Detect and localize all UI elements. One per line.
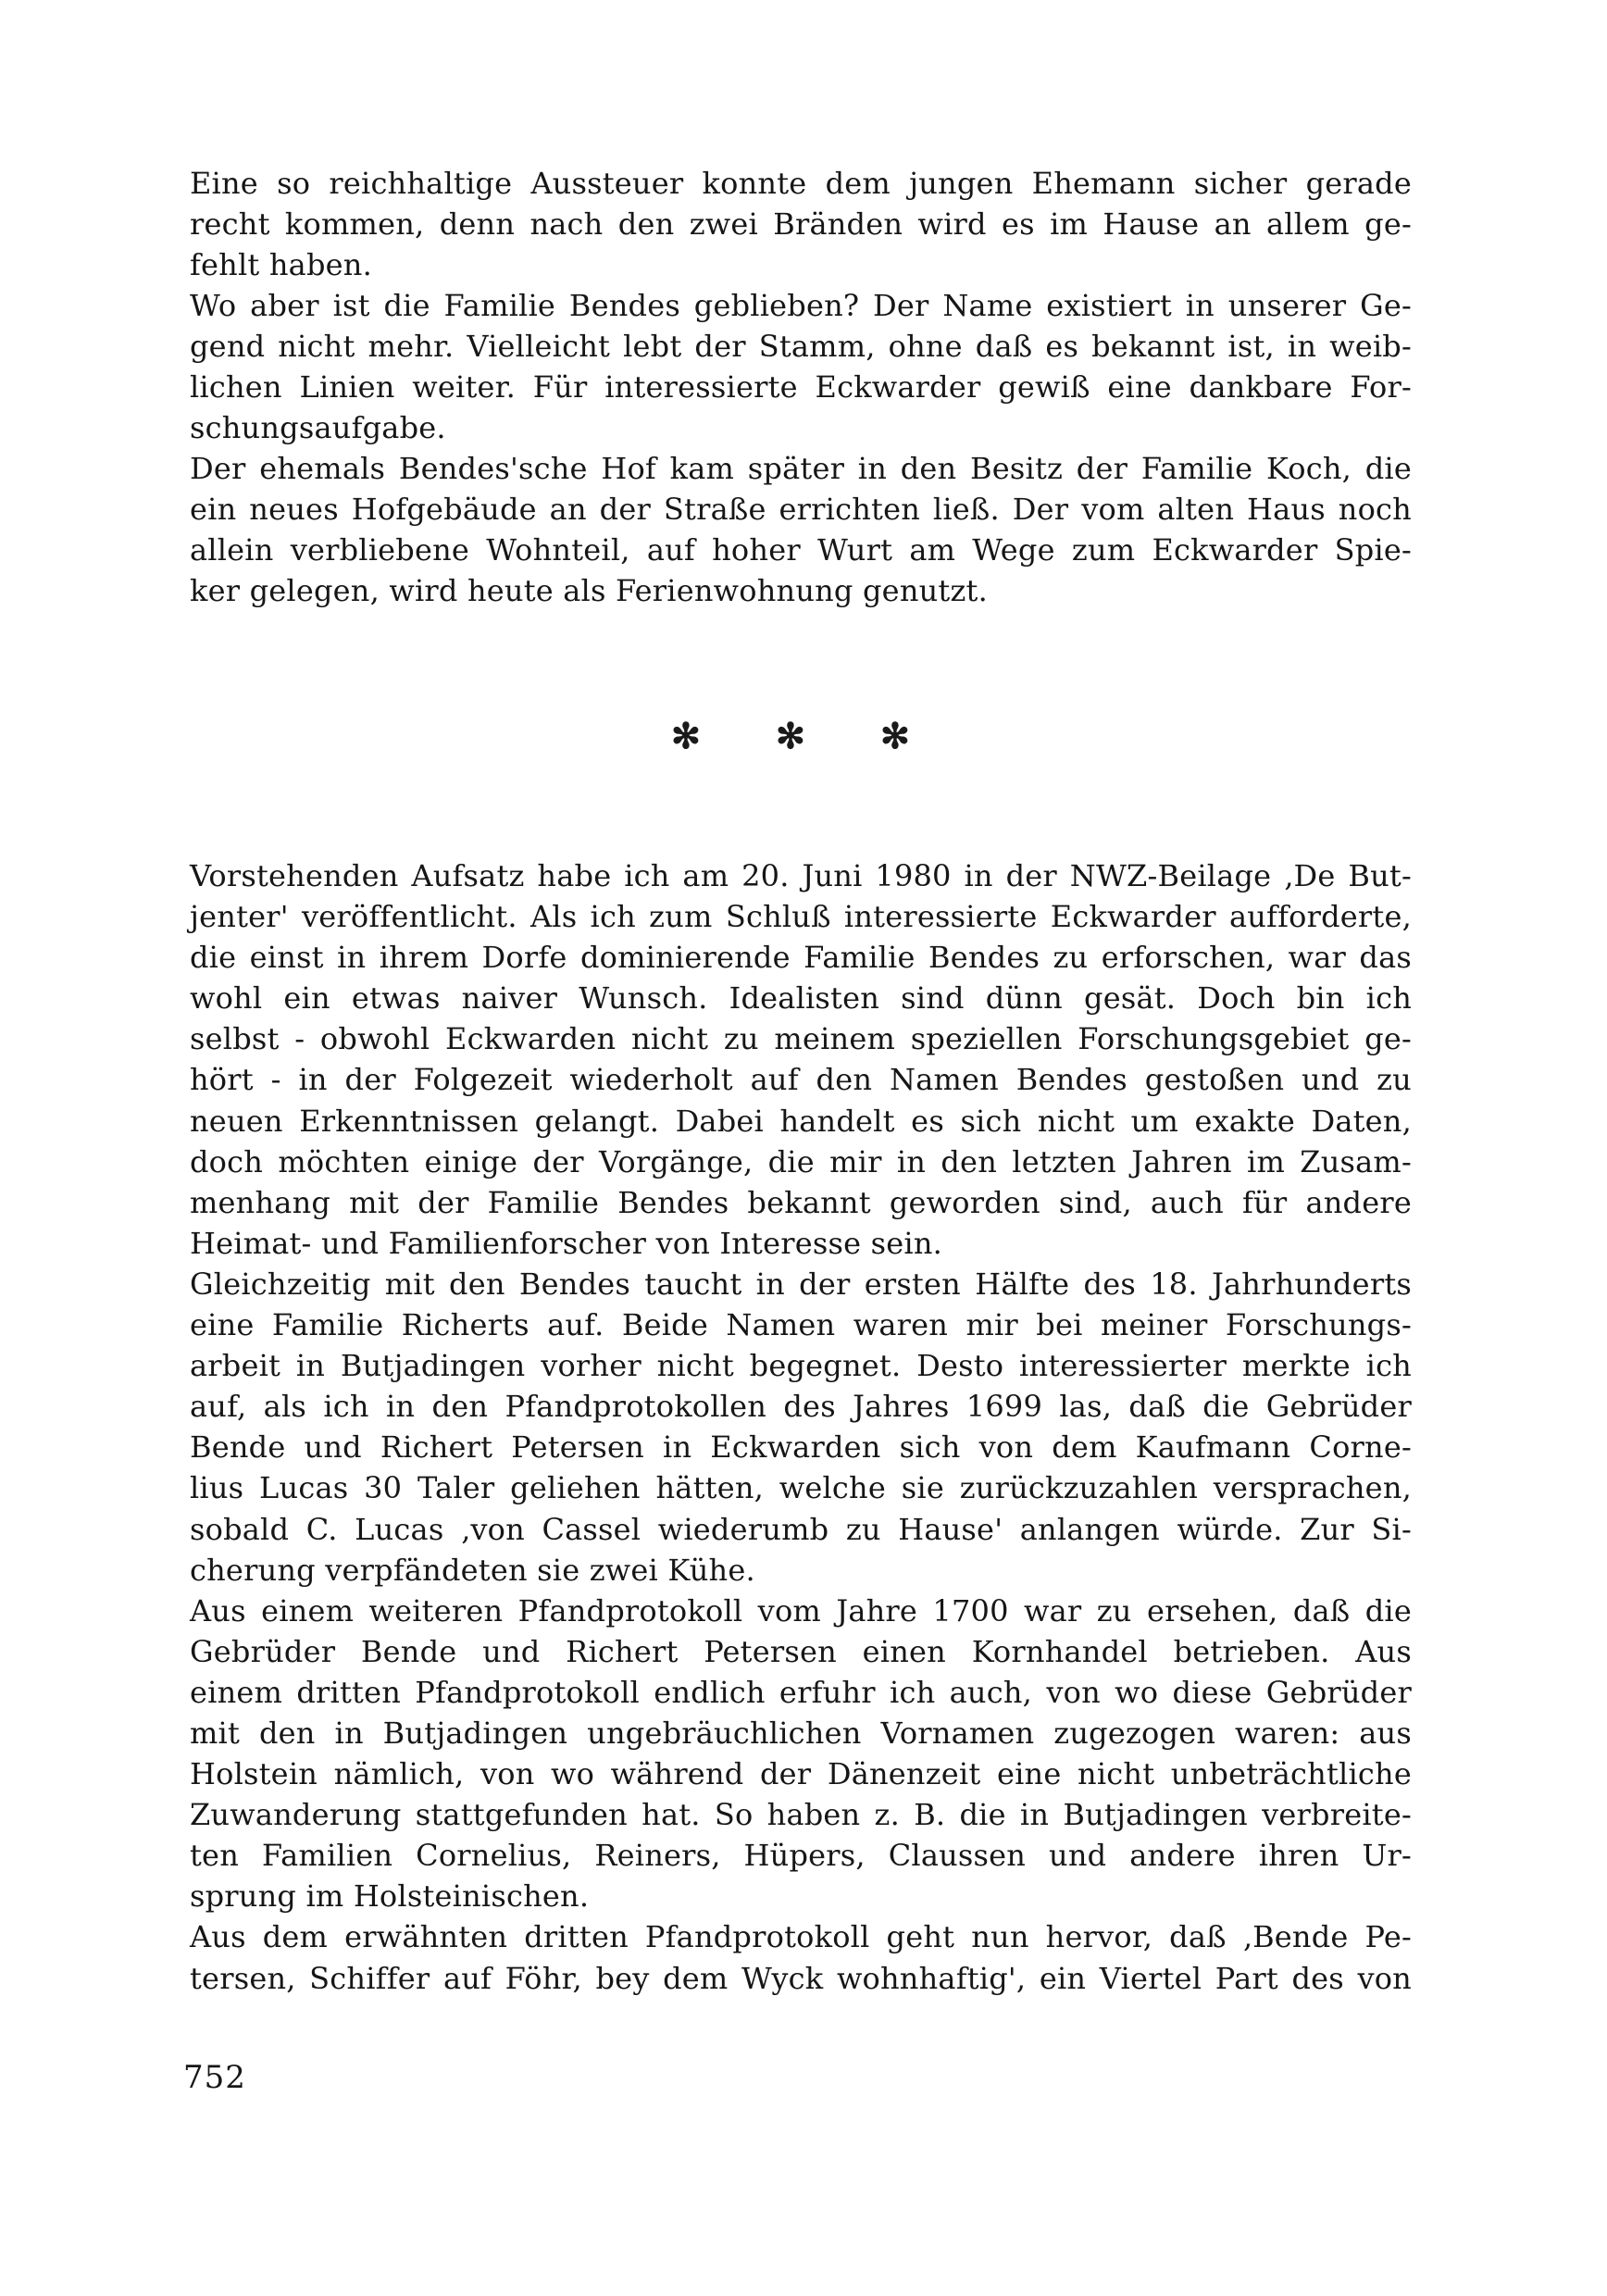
section-divider bbox=[0, 713, 1607, 759]
text-line: cherung verpfändeten sie zwei Kühe. bbox=[190, 1552, 755, 1588]
asterisk-ornament-icon: ✻ bbox=[671, 715, 701, 756]
text-line: Vorstehenden Aufsatz habe ich am 20. Juni 1980 in der NWZ-Beilage ‚De But- bbox=[190, 858, 1412, 893]
text-line: Gleichzeitig mit den Bendes taucht in der ersten Hälfte des 18. Jahrhunderts bbox=[190, 1266, 1412, 1302]
text-line: Bende und Richert Petersen in Eckwarden sich von dem Kaufmann Corne- bbox=[190, 1429, 1412, 1466]
text-line: menhang mit der Familie Bendes bekannt geworden sind, auch für andere bbox=[190, 1184, 1412, 1220]
text-line: selbst - obwohl Eckwarden nicht zu meinem speziellen Forschungsgebiet ge- bbox=[190, 1021, 1412, 1057]
text-line: auf, als ich in den Pfandprotokollen des Jahres 1699 las, daß die Gebrüder bbox=[190, 1389, 1412, 1425]
text-line: ten Familien Cornelius, Reiners, Hüpers, Claussen und andere ihren Ur- bbox=[190, 1838, 1412, 1874]
text-line: sprung im Holsteinischen. bbox=[190, 1878, 590, 1915]
text-line: wohl ein etwas naiver Wunsch. Idealisten sind dünn gesät. Doch bin ich bbox=[190, 980, 1412, 1017]
paragraph-block-2 bbox=[190, 855, 1412, 1999]
text-line: einem dritten Pfandprotokoll endlich erfuhr ich auch, von wo diese Gebrüder bbox=[190, 1674, 1412, 1710]
text-line: recht kommen, denn nach den zwei Bränden wird es im Hause an allem ge- bbox=[190, 206, 1412, 242]
text-line: Der ehemals Bendes'sche Hof kam später in den Besitz der Familie Koch, die bbox=[190, 451, 1412, 486]
text-line: neuen Erkenntnissen gelangt. Dabei handelt es sich nicht um exakte Daten, bbox=[190, 1103, 1412, 1139]
text-line: die einst in ihrem Dorfe dominierende Familie Bendes zu erforschen, war das bbox=[190, 940, 1412, 976]
text-line: schungsaufgabe. bbox=[190, 410, 446, 445]
text-line: Aus einem weiteren Pfandprotokoll vom Jahre 1700 war zu ersehen, daß die bbox=[190, 1592, 1412, 1628]
text-line: fehlt haben. bbox=[190, 247, 372, 282]
text-line: Zuwanderung stattgefunden hat. So haben z. B. die in Butjadingen verbreite- bbox=[190, 1797, 1412, 1833]
text-line: doch möchten einige der Vorgänge, die mir in den letzten Jahren im Zusam- bbox=[190, 1143, 1412, 1179]
text-line: ker gelegen, wird heute als Ferienwohnung genutzt. bbox=[190, 573, 988, 608]
text-line: Holstein nämlich, von wo während der Dänenzeit eine nicht unbeträchtliche bbox=[190, 1756, 1412, 1792]
text-line: arbeit in Butjadingen vorher nicht begegnet. Desto interessierter merkte ich bbox=[190, 1348, 1412, 1384]
asterisk-ornament-icon: ✻ bbox=[776, 715, 805, 756]
text-line: ein neues Hofgebäude an der Straße errichten ließ. Der vom alten Haus noch bbox=[190, 492, 1412, 527]
text-line: Gebrüder Bende und Richert Petersen einen Kornhandel betrieben. Aus bbox=[190, 1633, 1412, 1669]
text-line: lichen Linien weiter. Für interessierte Eckwarder gewiß eine dankbare For- bbox=[190, 369, 1412, 405]
text-line: Aus dem erwähnten dritten Pfandprotokoll geht nun hervor, daß ‚Bende Pe- bbox=[190, 1919, 1412, 1955]
text-line: hört - in der Folgezeit wiederholt auf den Namen Bendes gestoßen und zu bbox=[190, 1062, 1412, 1098]
text-line: jenter' veröffentlicht. Als ich zum Schluß interessierte Eckwarder aufforderte, bbox=[190, 899, 1412, 935]
text-line: eine Familie Richerts auf. Beide Namen waren mir bei meiner Forschungs- bbox=[190, 1307, 1412, 1343]
asterisk-ornament-icon: ✻ bbox=[880, 715, 910, 756]
text-line: sobald C. Lucas ‚von Cassel wiederumb zu Hause' anlangen würde. Zur Si- bbox=[190, 1511, 1412, 1547]
text-line: lius Lucas 30 Taler geliehen hätten, welche sie zurückzuzahlen versprachen, bbox=[190, 1470, 1412, 1506]
text-line: Heimat- und Familienforscher von Interesse sein. bbox=[190, 1225, 943, 1261]
text-line: allein verbliebene Wohnteil, auf hoher Wurt am Wege zum Eckwarder Spie- bbox=[190, 532, 1412, 568]
text-line: tersen, Schiffer auf Föhr, bey dem Wyck wohnhaftig', ein Viertel Part des von bbox=[190, 1960, 1412, 1996]
paragraph-block-1 bbox=[190, 163, 1412, 611]
text-line: gend nicht mehr. Vielleicht lebt der Stamm, ohne daß es bekannt ist, in weib- bbox=[190, 329, 1412, 364]
text-line: Eine so reichhaltige Aussteuer konnte dem jungen Ehemann sicher gerade bbox=[190, 166, 1412, 201]
text-line: mit den in Butjadingen ungebräuchlichen Vornamen zugezogen waren: aus bbox=[190, 1715, 1412, 1751]
page-number: 752 bbox=[183, 2059, 246, 2096]
text-line: Wo aber ist die Familie Bendes geblieben? Der Name existiert in unserer Ge- bbox=[190, 288, 1412, 323]
